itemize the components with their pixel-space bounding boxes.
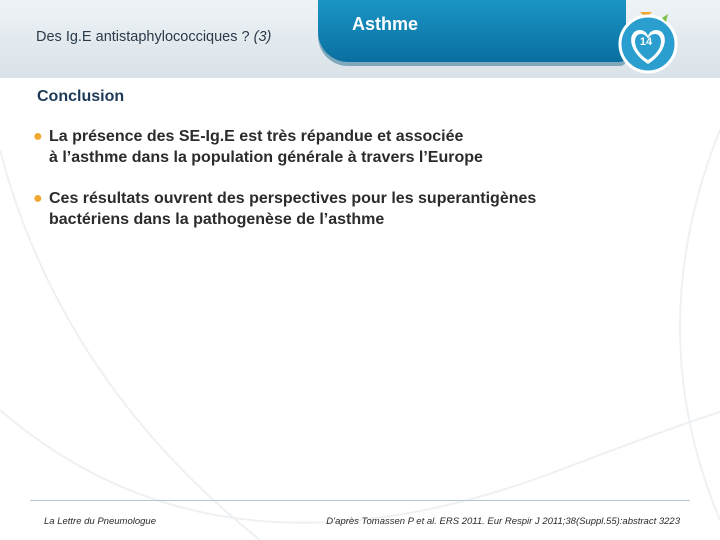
page-number: 14	[639, 36, 653, 48]
section-title: Asthme	[352, 14, 419, 34]
slide-header	[36, 29, 271, 45]
footer-divider	[30, 500, 690, 501]
header-title: Des Ig.E antistaphylococciques ?	[36, 29, 250, 45]
bullet-item	[33, 188, 633, 230]
content-heading: Conclusion	[37, 88, 125, 105]
header-title-number: (3)	[253, 29, 272, 45]
bullet-dot-icon: ●	[33, 190, 43, 207]
bullet-item	[33, 126, 633, 168]
bullet-text-line: Ces résultats ouvrent des perspectives pour les superantigènes	[49, 190, 537, 207]
footer-citation: D’après Tomassen P et al. ERS 2011. Eur Respir J 2011;38(Suppl.55):abstract 3223	[326, 516, 680, 527]
bullet-dot-icon: ●	[33, 128, 43, 145]
bullet-text-line: à l’asthme dans la population générale à travers l’Europe	[49, 149, 483, 166]
bullet-text-line: bactériens dans la pathogenèse de l’asthme	[49, 211, 385, 228]
bullet-text-line: La présence des SE-Ig.E est très répandue et associée	[49, 128, 464, 145]
footer-journal: La Lettre du Pneumologue	[44, 516, 156, 527]
